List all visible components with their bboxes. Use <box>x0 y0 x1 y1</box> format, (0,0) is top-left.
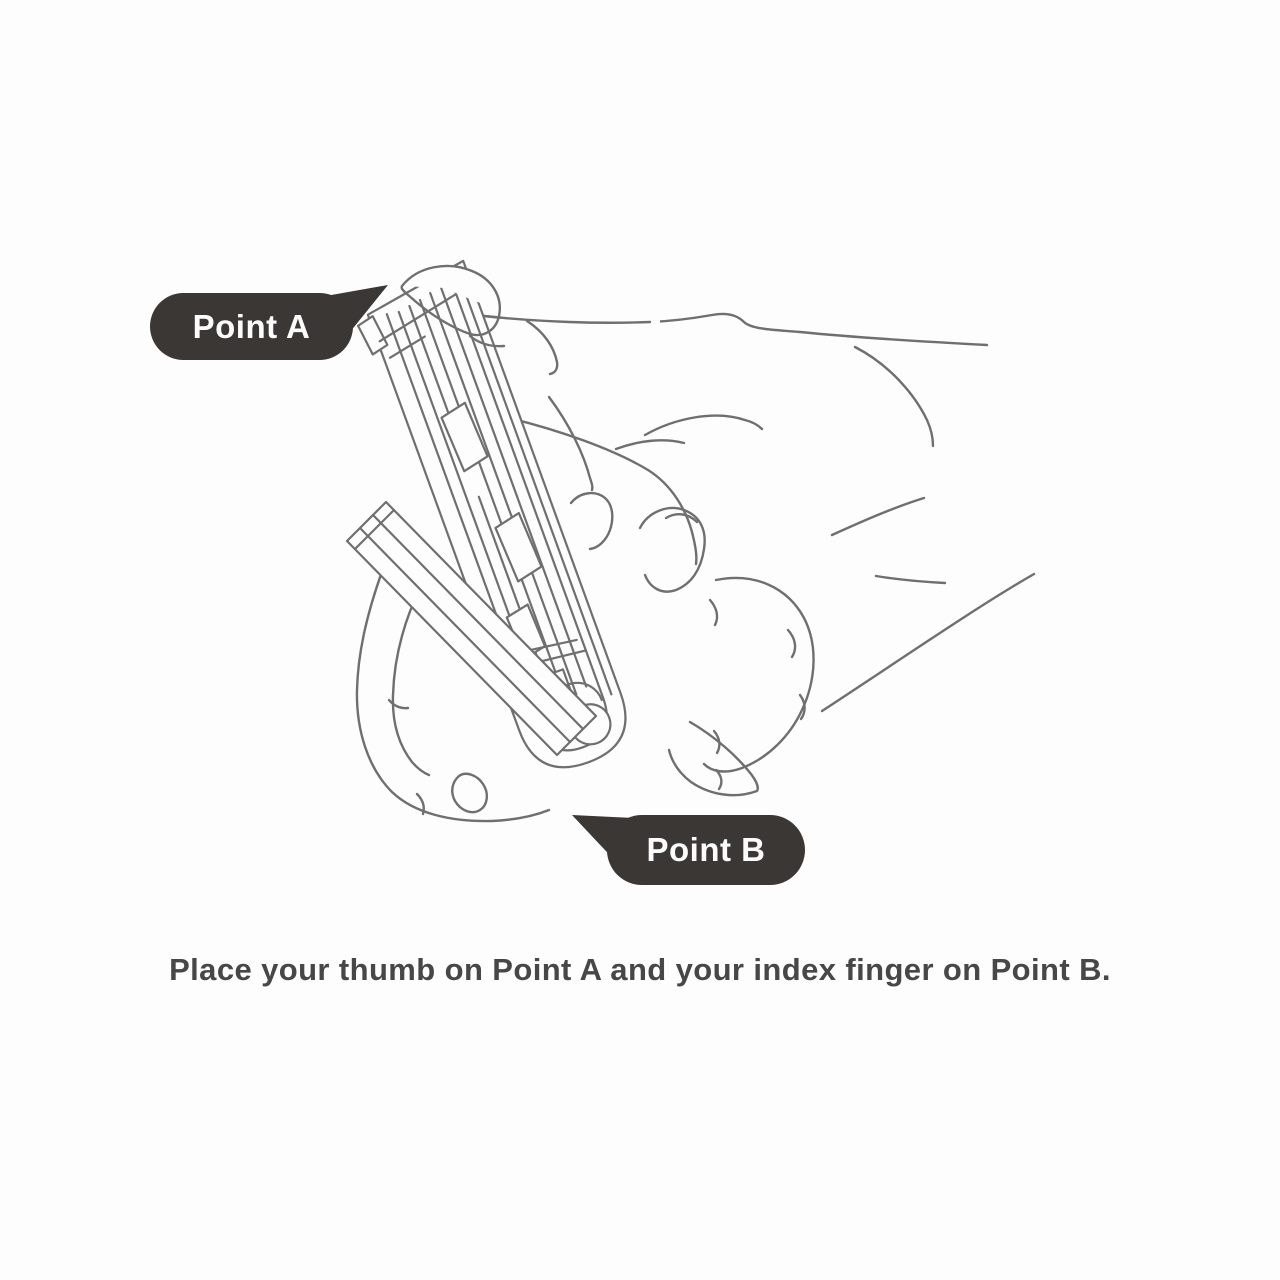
instruction-caption: Place your thumb on Point A and your index finger on Point B. <box>169 952 1111 987</box>
point-a-label: Point A <box>192 308 311 345</box>
point-b-label: Point B <box>646 831 766 868</box>
point-a-callout <box>150 293 353 360</box>
point-b-callout <box>607 815 805 885</box>
